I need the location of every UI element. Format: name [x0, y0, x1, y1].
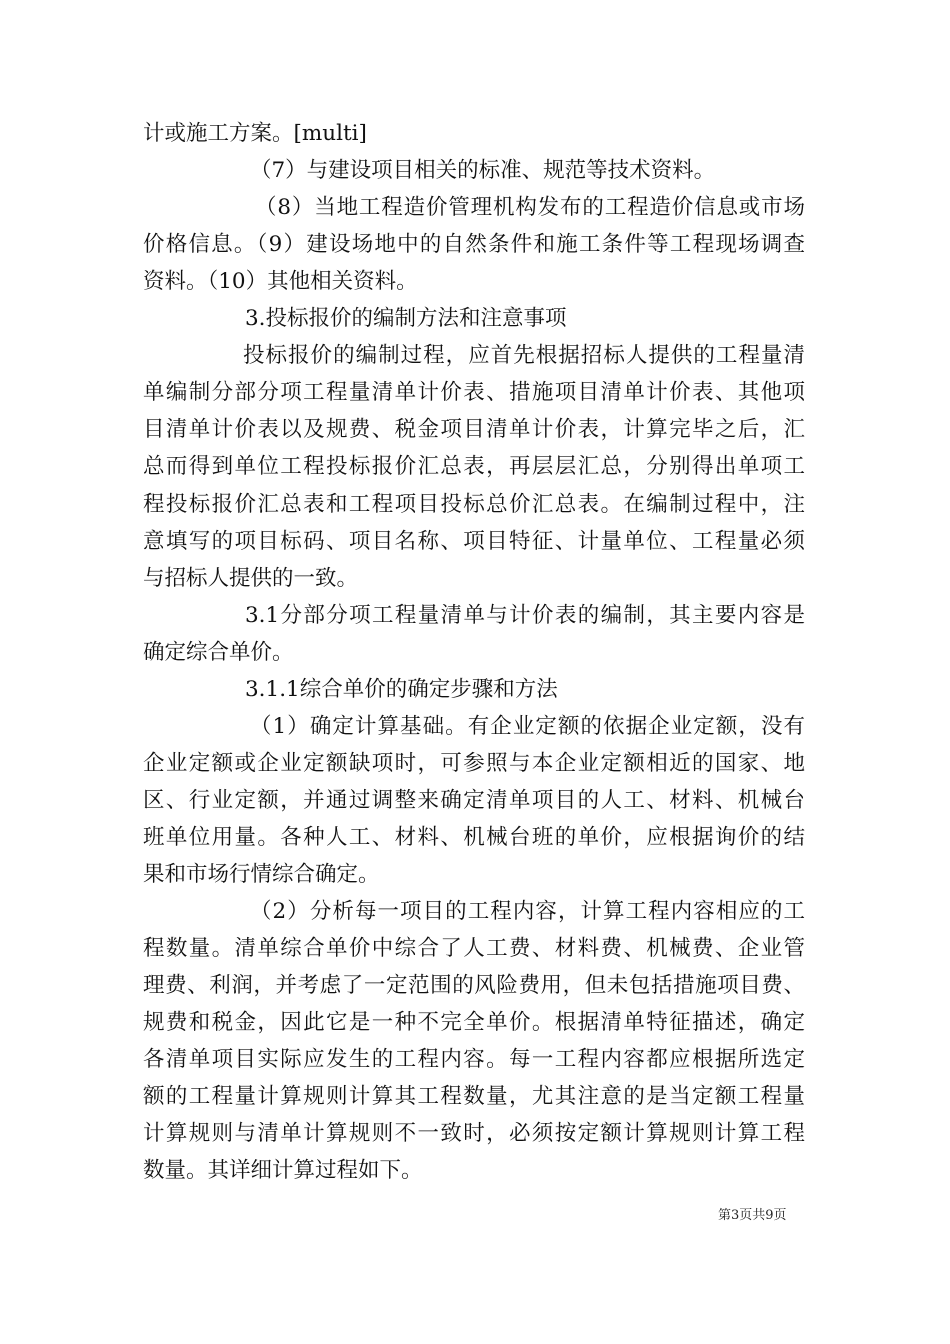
text-line: 3.1分部分项工程量清单与计价表的编制，其主要内容是 [245, 602, 805, 628]
text-line: 班单位用量。各种人工、材料、机械台班的单价，应根据询价的结 [143, 824, 805, 850]
text-line: 企业定额或企业定额缺项时，可参照与本企业定额相近的国家、地 [143, 750, 805, 776]
text-line: 计或施工方案。[multi] [143, 121, 367, 146]
text-line: 果和市场行情综合确定。 [143, 862, 380, 887]
page-footer: 第3页共9页 [718, 1208, 787, 1223]
text-line: 与招标人提供的一致。 [143, 565, 359, 591]
text-line: （2）分析每一项目的工程内容，计算工程内容相应的工 [250, 899, 805, 925]
text-line: 资料。（10）其他相关资料。 [143, 269, 418, 295]
text-line: 计算规则与清单计算规则不一致时，必须按定额计算规则计算工程 [143, 1121, 805, 1147]
text-line: 单编制分部分项工程量清单计价表、措施项目清单计价表、其他项 [143, 380, 805, 406]
text-line: 程投标报价汇总表和工程项目投标总价汇总表。在编制过程中，注 [143, 491, 805, 517]
text-line: 3.投标报价的编制方法和注意事项 [245, 306, 567, 332]
text-line: 额的工程量计算规则计算其工程数量，尤其注意的是当定额工程量 [143, 1084, 805, 1110]
text-line: 3.1.1综合单价的确定步骤和方法 [245, 676, 558, 702]
text-line: （7）与建设项目相关的标准、规范等技术资料。 [250, 158, 716, 184]
text-line: 规费和税金，因此它是一种不完全单价。根据清单特征描述，确定 [143, 1010, 805, 1036]
text-line: 理费、利润，并考虑了一定范围的风险费用，但未包括措施项目费、 [143, 973, 805, 999]
text-line: 区、行业定额，并通过调整来确定清单项目的人工、材料、机械台 [143, 787, 805, 813]
text-line: （1）确定计算基础。有企业定额的依据企业定额，没有 [250, 713, 805, 739]
text-line: 程数量。清单综合单价中综合了人工费、材料费、机械费、企业管 [143, 936, 805, 962]
text-line: 确定综合单价。 [143, 639, 294, 665]
text-line: 数量。其详细计算过程如下。 [143, 1158, 423, 1184]
text-line: 目清单计价表以及规费、税金项目清单计价表，计算完毕之后，汇 [143, 417, 805, 443]
text-line: （8）当地工程造价管理机构发布的工程造价信息或市场 [255, 195, 805, 221]
text-line: 价格信息。（9）建设场地中的自然条件和施工条件等工程现场调查 [143, 232, 805, 258]
text-line: 意填写的项目标码、项目名称、项目特征、计量单位、工程量必须 [143, 528, 805, 554]
text-line: 各清单项目实际应发生的工程内容。每一工程内容都应根据所选定 [143, 1047, 805, 1073]
text-line: 投标报价的编制过程，应首先根据招标人提供的工程量清 [243, 343, 805, 369]
text-line: 总而得到单位工程投标报价汇总表，再层层汇总，分别得出单项工 [143, 454, 805, 480]
